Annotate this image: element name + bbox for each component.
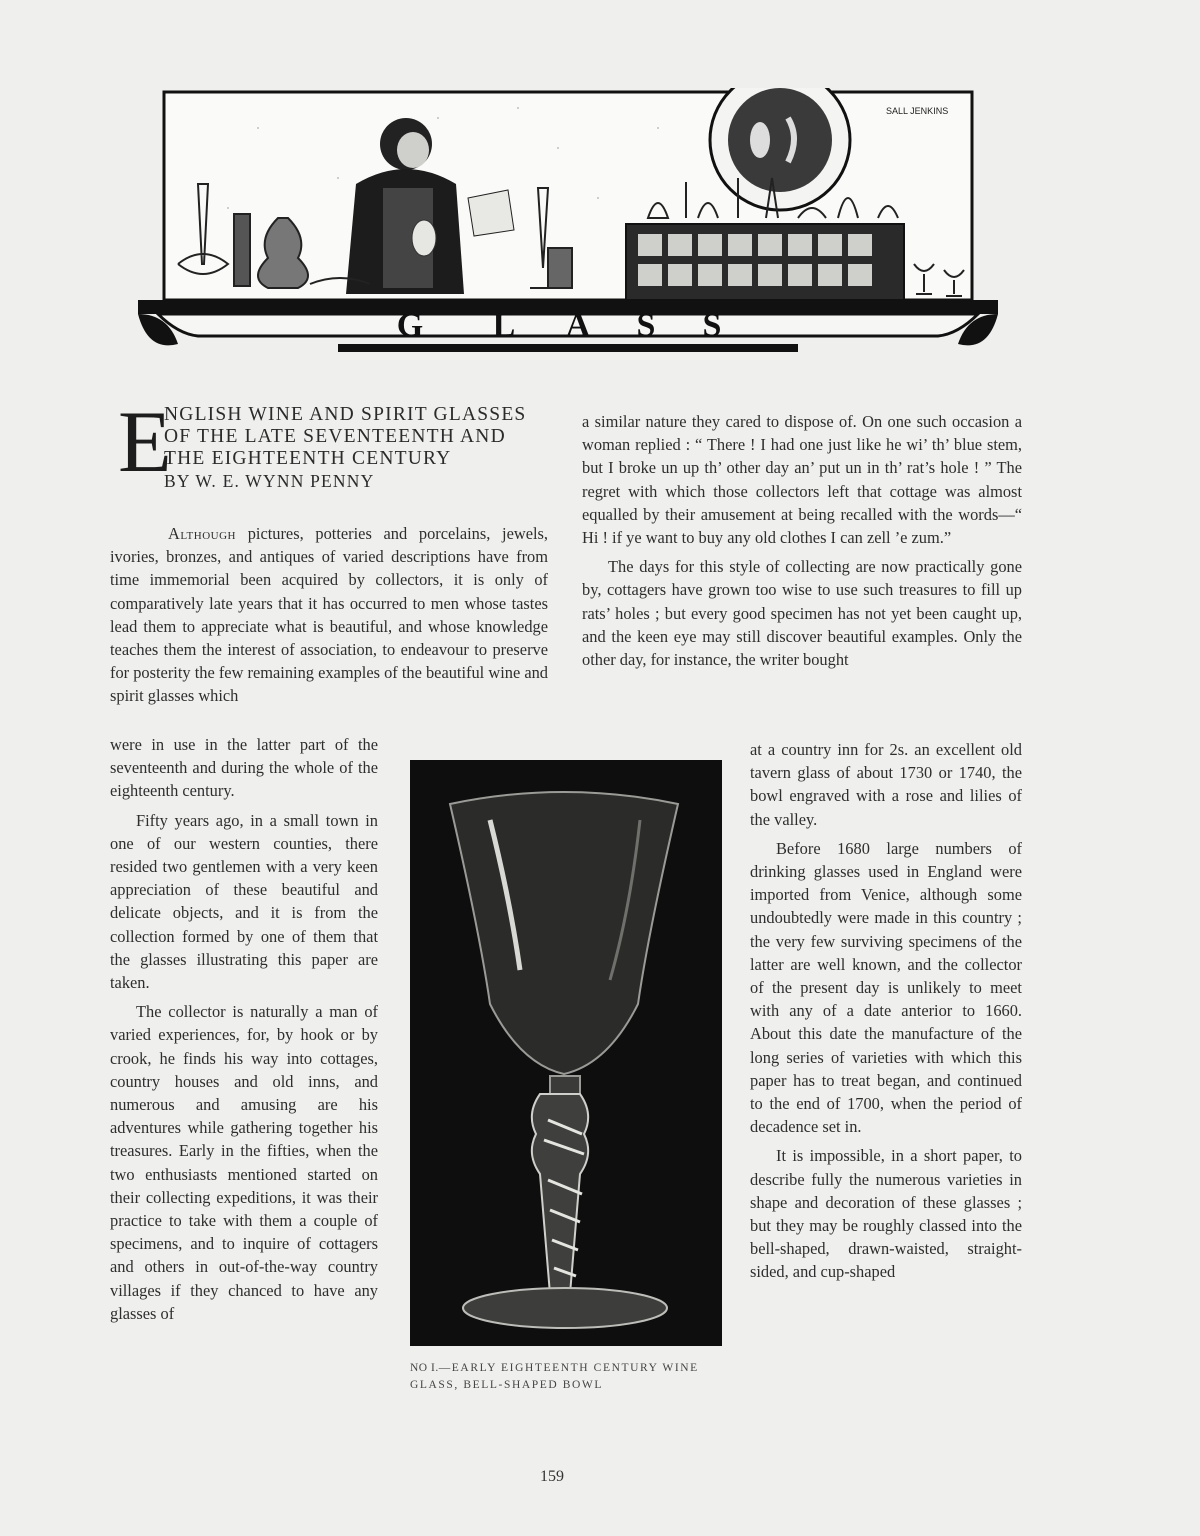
title-line-1: NGLISH WINE AND SPIRIT GLASSES xyxy=(164,404,527,425)
paragraph-1 xyxy=(110,522,548,708)
paragraph-2: Fifty years ago, in a small town in one of our western counties, there resided two gentlemen with a very keen appreciation of these beautiful and delicate objects, and it is from the collection formed by one of them that the glasses illustrating this paper are taken. xyxy=(110,810,378,993)
banner-letter-2: L xyxy=(492,307,516,344)
title-line-2: OF THE LATE SEVENTEENTH AND xyxy=(164,426,506,447)
figure-caption-text: —EARLY EIGHTEENTH CENTURY WINE GLASS, BELL-SHAPED BOWL xyxy=(410,1362,699,1391)
paragraph-3: The collector is naturally a man of varied experiences, for, by hook or by crook, he finds his way into cottages, country houses and old inns, and numerous and amusing are his adventures while gathering together his treasures. Early in the fifties, when the two enthusiasts mentioned started on their collecting expeditions, it was their practice to take with them a couple of specimens, and to inquire of cottagers and others in out-of-the-way country villages if they chanced to have any glasses of xyxy=(110,1002,378,1323)
paragraph-1-continued: were in use in the latter part of the seventeenth and during the whole of the eighteenth century. xyxy=(110,735,378,801)
banner-letter-4: S xyxy=(636,307,656,344)
paragraph-1-lead: Although xyxy=(168,524,236,543)
banner-letter-1: G xyxy=(396,307,424,344)
byline: BY W. E. WYNN PENNY xyxy=(164,471,375,491)
header-illustration xyxy=(138,88,998,358)
paragraph-5: The days for this style of collecting are now practically gone by, cottagers have grown too wise to use such treasures to fill up rats’ holes ; but every good specimen has not yet been caught up, and the keen eye may still discover beautiful examples. Only the other day, for instance, the writer bought xyxy=(582,557,1022,670)
title-line-3: THE EIGHTEENTH CENTURY xyxy=(164,448,452,469)
paragraph-6: Before 1680 large numbers of drinking glasses used in England were imported from Venice, although some undoubtedly were made in this country ; the very few surviving specimens of the latter are well known, and the collector of the present day is unlikely to meet with any of a date anterior to 1660. About this date the manufacture of the long series of varieties with which this paper has to treat began, and continued to the end of 1700, when the period of decadence set in. xyxy=(750,838,1022,1137)
banner-letter-3: A xyxy=(565,307,591,344)
article-title xyxy=(118,394,558,492)
column-right-narrow xyxy=(750,738,1022,1290)
figure-number: NO I. xyxy=(410,1362,439,1374)
paragraph-5-continued: at a country inn for 2s. an excellent old tavern glass of about 1730 or 1740, the bowl engraved with a rose and lilies of the valley. xyxy=(750,740,1022,829)
figure-caption xyxy=(410,1360,710,1394)
paragraph-1-text: pictures, potteries and porcelains, jewels, ivories, bronzes, and antiques of varied descriptions have from time immemorial been acquired by collectors, it is only of comparatively late years that it has occurred to men whose tastes lead them to appreciate what is beautiful, and whose knowledge teaches them the interest of association, to endeavour to preserve for posterity the few remaining examples of the beautiful wine and spirit glasses which xyxy=(110,524,548,706)
page-number: 159 xyxy=(540,1468,564,1485)
column-left-top xyxy=(110,522,548,708)
title-dropcap: E xyxy=(118,394,172,491)
medallion xyxy=(710,88,850,210)
paragraph-7: It is impossible, in a short paper, to describe fully the numerous varieties in shape and decoration of these glasses ; but they may be roughly classed into the bell-shaped, drawn-waisted, straight-sided, and cup-shaped xyxy=(750,1146,1022,1282)
paragraph-4: a similar nature they cared to dispose of. On one such occasion a woman replied : “ There ! I had one just like he wi’ th’ blue stem, but I broke un up th’ other day an’ put un in th’ rat’s hole ! ” The regret with which those collectors left that cottage was almost equalled by their amusement at being recalled with the words—“ Hi ! if ye want to buy any old clothes I can zell ’e zum.” xyxy=(582,412,1022,548)
wine-glass-photograph xyxy=(410,760,722,1346)
column-left-narrow xyxy=(110,733,378,1331)
artist-signature: SALL JENKINS xyxy=(886,106,949,116)
banner-letter-5: S xyxy=(702,307,722,344)
column-right-top xyxy=(582,410,1022,671)
